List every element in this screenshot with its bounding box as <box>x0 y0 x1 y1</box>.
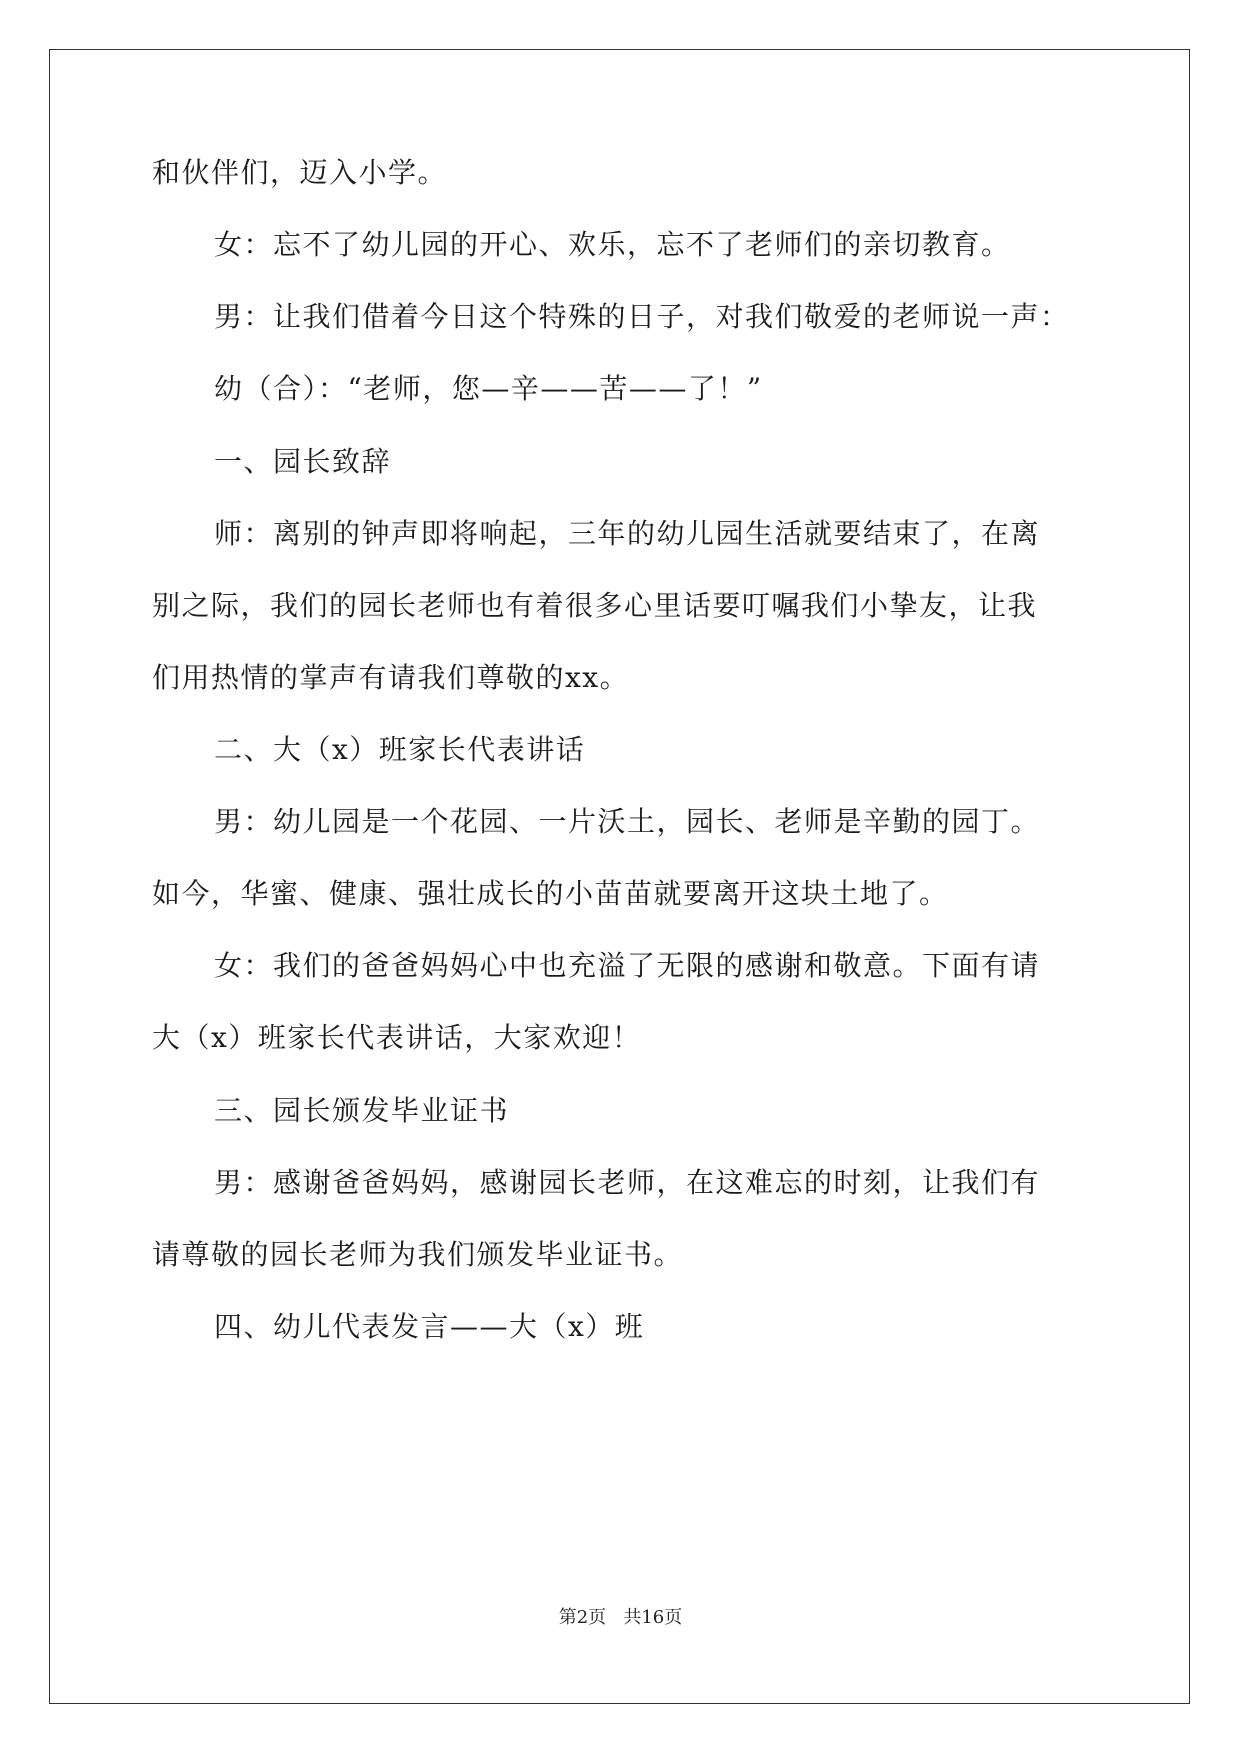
text-line: 和伙伴们，迈入小学。 <box>152 156 448 189</box>
page-number-footer: 第2页 共16页 <box>558 1607 683 1628</box>
text-line: 女：忘不了幼儿园的开心、欢乐，忘不了老师们的亲切教育。 <box>214 228 1011 261</box>
section-heading: 二、大（x）班家长代表讲话 <box>214 733 586 766</box>
text-line: 如今，华蜜、健康、强壮成长的小苗苗就要离开这块土地了。 <box>152 877 949 910</box>
text-line: 别之际，我们的园长老师也有着很多心里话要叮嘱我们小挚友，让我 <box>152 589 1038 622</box>
section-heading: 三、园长颁发毕业证书 <box>214 1094 510 1127</box>
text-line: 女：我们的爸爸妈妈心中也充溢了无限的感谢和敬意。下面有请 <box>214 949 1041 982</box>
section-heading: 四、幼儿代表发言——大（x）班 <box>214 1310 645 1343</box>
text-line: 大（x）班家长代表讲话，大家欢迎！ <box>152 1021 642 1054</box>
text-line: 男：让我们借着今日这个特殊的日子，对我们敬爱的老师说一声： <box>214 300 1070 333</box>
text-line: 男：感谢爸爸妈妈，感谢园长老师，在这难忘的时刻，让我们有 <box>214 1166 1041 1199</box>
text-line: 幼（合）：“老师，您—辛——苦——了！” <box>214 372 763 405</box>
text-line: 请尊敬的园长老师为我们颁发毕业证书。 <box>152 1238 684 1271</box>
section-heading: 一、园长致辞 <box>214 445 392 478</box>
text-line: 男：幼儿园是一个花园、一片沃土，园长、老师是辛勤的园丁。 <box>214 805 1041 838</box>
text-line: 师：离别的钟声即将响起，三年的幼儿园生活就要结束了，在离 <box>214 517 1041 550</box>
text-line: 们用热情的掌声有请我们尊敬的xx。 <box>152 661 630 694</box>
